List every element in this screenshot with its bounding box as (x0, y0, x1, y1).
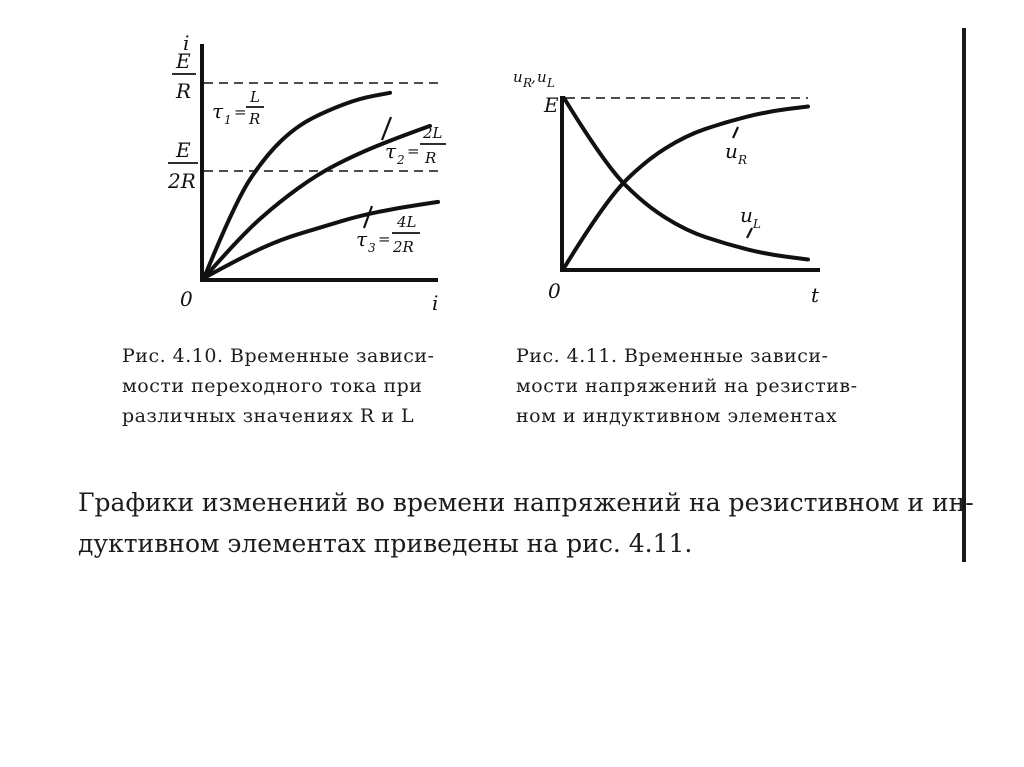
y-label-sub2: L (547, 76, 555, 90)
fig411-origin-label: 0 (548, 279, 561, 303)
y-label-u1: u (513, 68, 523, 86)
tau1-denominator: R (249, 110, 261, 128)
tau1-subscript: 1 (224, 113, 232, 127)
caption-411-line: ном и индуктивном элементах (516, 405, 838, 427)
figure-4-11 (513, 68, 820, 307)
fig410-level1-den: R (176, 79, 192, 103)
tau3-equals: = (378, 230, 391, 248)
fig411-curve-ur (564, 107, 808, 269)
caption-fig-4-11 (516, 341, 858, 431)
y-label-sep: , (531, 68, 536, 86)
tau3-numerator: 4L (397, 213, 417, 231)
ur-leader (733, 127, 738, 138)
figure-4-10 (167, 31, 446, 315)
body-line: Графики изменений во времени напряжений на резистивном и ин- (78, 488, 974, 517)
y-label-u2: u (537, 68, 547, 86)
fig410-origin-label: 0 (180, 287, 193, 311)
caption-410-line: Рис. 4.10. Временные зависи- (122, 345, 435, 367)
fig410-tau1-label (212, 88, 264, 128)
tau1-equals: = (234, 103, 247, 121)
y-label-sub1: R (523, 76, 533, 90)
caption-fig-4-10 (122, 341, 434, 431)
ul-sub: L (753, 217, 761, 231)
tau3-symbol: τ (356, 227, 368, 251)
fig411-curve-ul (564, 98, 808, 260)
fig411-ul-label (740, 203, 761, 238)
tau1-numerator: L (250, 88, 260, 106)
caption-410-line: различных значениях R и L (122, 405, 415, 427)
fig410-level2-num: E (176, 138, 191, 162)
caption-411-line: мости напряжений на резистив- (516, 375, 858, 397)
body-paragraph (78, 482, 974, 564)
tau2-symbol: τ (385, 139, 397, 163)
tau1-symbol: τ (212, 99, 224, 123)
fig410-y-label: i (183, 31, 190, 55)
fig411-e-label: E (544, 93, 559, 117)
tau3-subscript: 3 (368, 241, 376, 255)
fig410-x-label: i (432, 291, 439, 315)
caption-411-line: Рис. 4.11. Временные зависи- (516, 345, 829, 367)
tau2-subscript: 2 (397, 153, 405, 167)
tau3-denominator: 2R (393, 238, 414, 256)
ul-leader (747, 228, 752, 238)
fig410-tau2-label (382, 117, 446, 167)
caption-410-line: мости переходного тока при (122, 375, 423, 397)
tau2-denominator: R (425, 149, 437, 167)
tau2-equals: = (407, 142, 420, 160)
fig411-x-label: t (811, 283, 820, 307)
fig410-level1-num: E (176, 49, 191, 73)
fig411-y-label (513, 68, 555, 90)
body-line: дуктивном элементах приведены на рис. 4.11. (78, 529, 693, 558)
tau2-numerator: 2L (423, 124, 443, 142)
fig411-ur-label (725, 127, 747, 167)
tau3-leader (364, 206, 372, 228)
ul-main: u (740, 203, 753, 227)
fig410-level2-den: 2R (168, 169, 196, 193)
ur-sub: R (738, 153, 748, 167)
tau2-leader (382, 117, 391, 140)
ur-main: u (725, 139, 738, 163)
